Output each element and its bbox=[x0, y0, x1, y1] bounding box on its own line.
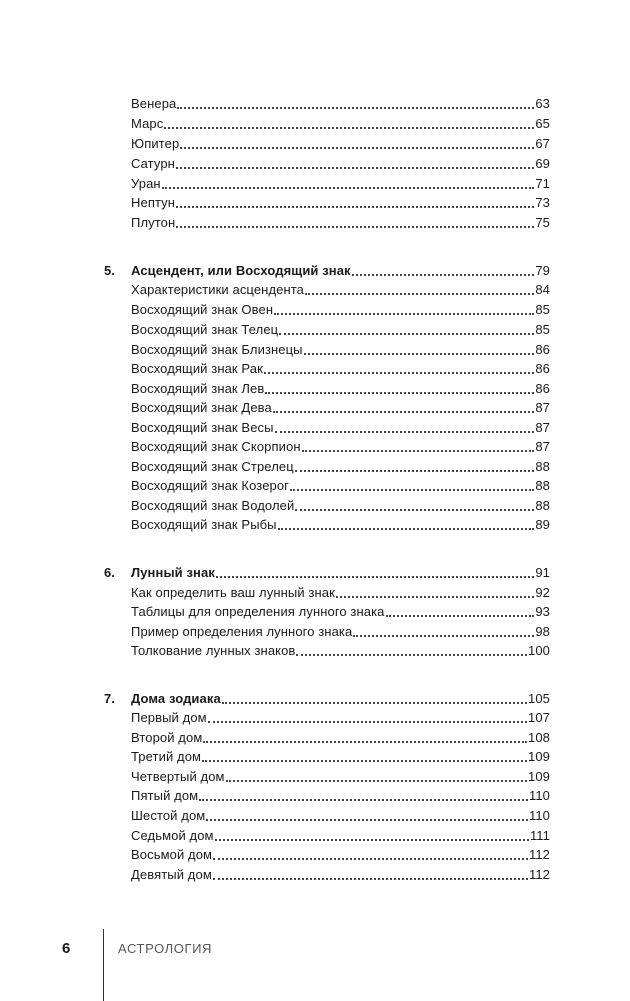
toc-entry bbox=[131, 280, 550, 298]
chapter-number: 5. bbox=[104, 263, 115, 278]
toc-entry bbox=[131, 515, 550, 533]
toc-chapter-entry bbox=[131, 563, 550, 581]
toc-entry-page: 69 bbox=[535, 156, 550, 171]
dot-leader bbox=[213, 857, 528, 860]
toc-entry bbox=[131, 457, 550, 475]
dot-leader bbox=[290, 488, 534, 491]
toc-entry-page: 100 bbox=[528, 643, 550, 658]
toc-entry-page: 110 bbox=[528, 808, 550, 823]
toc-entry bbox=[131, 340, 550, 358]
dot-leader bbox=[162, 186, 535, 189]
toc-entry-page: 87 bbox=[535, 420, 550, 435]
toc-entry-page: 85 bbox=[535, 322, 550, 337]
chapter-page: 79 bbox=[535, 263, 550, 278]
dot-leader bbox=[264, 371, 534, 374]
dot-leader bbox=[202, 759, 527, 762]
toc-entry-title: Сатурн bbox=[131, 156, 175, 171]
dot-leader bbox=[203, 740, 527, 743]
toc-entry bbox=[131, 437, 550, 455]
toc-entry bbox=[131, 728, 550, 746]
toc-entry-page: 67 bbox=[535, 136, 550, 151]
toc-entry-title: Восходящий знак Козерог bbox=[131, 478, 290, 493]
toc-entry-title: Плутон bbox=[131, 215, 176, 230]
toc-entry bbox=[131, 583, 550, 601]
toc-entry-page: 85 bbox=[535, 302, 550, 317]
toc-entry-title: Юпитер bbox=[131, 136, 180, 151]
toc-entry-page: 87 bbox=[535, 439, 550, 454]
toc-entry-title: Первый дом bbox=[131, 710, 207, 725]
toc-entry bbox=[131, 418, 550, 436]
toc-entry-title: Уран bbox=[131, 176, 161, 191]
toc-entry-page: 75 bbox=[535, 215, 550, 230]
toc-chapter-entry bbox=[131, 689, 550, 707]
toc-entry-title: Таблицы для определения лунного знака bbox=[131, 604, 385, 619]
toc-entry-title: Восьмой дом bbox=[131, 847, 213, 862]
toc-entry bbox=[131, 786, 550, 804]
toc-entry bbox=[131, 826, 550, 844]
dot-leader bbox=[296, 653, 527, 656]
dot-leader bbox=[304, 352, 535, 355]
dot-leader bbox=[177, 106, 534, 109]
toc-entry-page: 86 bbox=[535, 361, 550, 376]
dot-leader bbox=[336, 595, 534, 598]
toc-entry bbox=[131, 134, 550, 152]
toc-entry bbox=[131, 496, 550, 514]
toc-entry-page: 88 bbox=[535, 459, 550, 474]
dot-leader bbox=[222, 701, 527, 704]
toc-entry-title: Восходящий знак Рыбы bbox=[131, 517, 277, 532]
toc-entry-title: Пятый дом bbox=[131, 788, 199, 803]
toc-entry-page: 112 bbox=[528, 847, 550, 862]
toc-entry bbox=[131, 865, 550, 883]
toc-entry bbox=[131, 476, 550, 494]
toc-entry bbox=[131, 359, 550, 377]
toc-entry-page: 92 bbox=[535, 585, 550, 600]
toc-entry-page: 84 bbox=[535, 282, 550, 297]
toc-entry-title: Шестой дом bbox=[131, 808, 206, 823]
dot-leader bbox=[176, 225, 534, 228]
toc-entry-page: 88 bbox=[535, 498, 550, 513]
toc-entry-title: Восходящий знак Водолей bbox=[131, 498, 295, 513]
dot-leader bbox=[199, 798, 528, 801]
toc-entry bbox=[131, 320, 550, 338]
toc-entry-title: Восходящий знак Лев bbox=[131, 381, 265, 396]
toc-entry-title: Восходящий знак Стрелец bbox=[131, 459, 294, 474]
chapter-title: Лунный знак bbox=[131, 565, 215, 580]
toc-entry-page: 98 bbox=[535, 624, 550, 639]
toc-entry-title: Второй дом bbox=[131, 730, 203, 745]
running-title: АСТРОЛОГИЯ bbox=[118, 941, 213, 956]
toc-entry-title: Венера bbox=[131, 96, 177, 111]
page-number: 6 bbox=[62, 940, 71, 957]
dot-leader bbox=[226, 779, 527, 782]
toc-entry-title: Четвертый дом bbox=[131, 769, 225, 784]
toc-entry-title: Седьмой дом bbox=[131, 828, 214, 843]
dot-leader bbox=[273, 410, 534, 413]
toc-entry-title: Характеристики асцендента bbox=[131, 282, 304, 297]
toc-entry bbox=[131, 213, 550, 231]
toc-entry-page: 112 bbox=[528, 867, 550, 882]
toc-entry bbox=[131, 114, 550, 132]
toc-entry-title: Восходящий знак Рак bbox=[131, 361, 263, 376]
toc-entry bbox=[131, 174, 550, 192]
dot-leader bbox=[352, 273, 535, 276]
toc-entry bbox=[131, 602, 550, 620]
toc-entry-title: Пример определения лунного знака bbox=[131, 624, 353, 639]
chapter-page: 105 bbox=[528, 691, 550, 706]
toc-chapter-entry bbox=[131, 261, 550, 279]
chapter-number: 6. bbox=[104, 565, 115, 580]
dot-leader bbox=[279, 332, 534, 335]
toc-entry-page: 107 bbox=[528, 710, 550, 725]
toc-entry-title: Третий дом bbox=[131, 749, 202, 764]
chapter-title: Дома зодиака bbox=[131, 691, 221, 706]
dot-leader bbox=[176, 166, 534, 169]
toc-entry bbox=[131, 300, 550, 318]
toc-entry bbox=[131, 398, 550, 416]
toc-entry-page: 109 bbox=[528, 769, 550, 784]
toc-entry-page: 73 bbox=[535, 195, 550, 210]
toc-entry bbox=[131, 708, 550, 726]
toc-entry-page: 71 bbox=[535, 176, 550, 191]
toc-entry-page: 89 bbox=[535, 517, 550, 532]
toc-entry-title: Нептун bbox=[131, 195, 176, 210]
toc-entry bbox=[131, 379, 550, 397]
dot-leader bbox=[274, 312, 534, 315]
toc-entry-page: 65 bbox=[535, 116, 550, 131]
toc-entry bbox=[131, 641, 550, 659]
footer-divider bbox=[103, 929, 104, 1001]
toc-entry-page: 108 bbox=[528, 730, 550, 745]
toc-entry bbox=[131, 154, 550, 172]
dot-leader bbox=[164, 126, 534, 129]
dot-leader bbox=[208, 720, 527, 723]
toc-entry bbox=[131, 193, 550, 211]
toc-entry-title: Как определить ваш лунный знак bbox=[131, 585, 335, 600]
toc-entry bbox=[131, 94, 550, 112]
dot-leader bbox=[353, 634, 534, 637]
dot-leader bbox=[386, 614, 535, 617]
toc-entry-title: Восходящий знак Овен bbox=[131, 302, 274, 317]
dot-leader bbox=[176, 205, 534, 208]
toc-entry-page: 87 bbox=[535, 400, 550, 415]
dot-leader bbox=[206, 818, 528, 821]
toc-entry bbox=[131, 747, 550, 765]
toc-entry bbox=[131, 806, 550, 824]
dot-leader bbox=[302, 449, 535, 452]
toc-entry-page: 93 bbox=[535, 604, 550, 619]
toc-entry-title: Марс bbox=[131, 116, 164, 131]
toc-entry-page: 86 bbox=[535, 342, 550, 357]
toc-entry-title: Восходящий знак Дева bbox=[131, 400, 272, 415]
dot-leader bbox=[278, 527, 535, 530]
chapter-page: 91 bbox=[535, 565, 550, 580]
toc-entry-page: 110 bbox=[528, 788, 550, 803]
dot-leader bbox=[275, 430, 535, 433]
toc-entry-title: Толкование лунных знаков bbox=[131, 643, 296, 658]
dot-leader bbox=[180, 146, 534, 149]
toc-entry-title: Восходящий знак Скорпион bbox=[131, 439, 301, 454]
chapter-number: 7. bbox=[104, 691, 115, 706]
toc-entry-page: 63 bbox=[535, 96, 550, 111]
toc-entry-title: Восходящий знак Близнецы bbox=[131, 342, 303, 357]
dot-leader bbox=[265, 391, 534, 394]
toc-entry-page: 88 bbox=[535, 478, 550, 493]
toc-entry-page: 109 bbox=[528, 749, 550, 764]
chapter-title: Асцендент, или Восходящий знак bbox=[131, 263, 351, 278]
toc-entry-title: Девятый дом bbox=[131, 867, 212, 882]
toc-entry-title: Восходящий знак Телец bbox=[131, 322, 279, 337]
toc-entry bbox=[131, 845, 550, 863]
dot-leader bbox=[216, 575, 534, 578]
dot-leader bbox=[295, 469, 535, 472]
toc-entry-title: Восходящий знак Весы bbox=[131, 420, 274, 435]
dot-leader bbox=[305, 292, 534, 295]
toc-entry bbox=[131, 767, 550, 785]
toc-entry-page: 111 bbox=[529, 828, 550, 843]
toc-entry-page: 86 bbox=[535, 381, 550, 396]
dot-leader bbox=[213, 877, 528, 880]
toc-entry bbox=[131, 622, 550, 640]
dot-leader bbox=[295, 508, 534, 511]
dot-leader bbox=[215, 838, 529, 841]
